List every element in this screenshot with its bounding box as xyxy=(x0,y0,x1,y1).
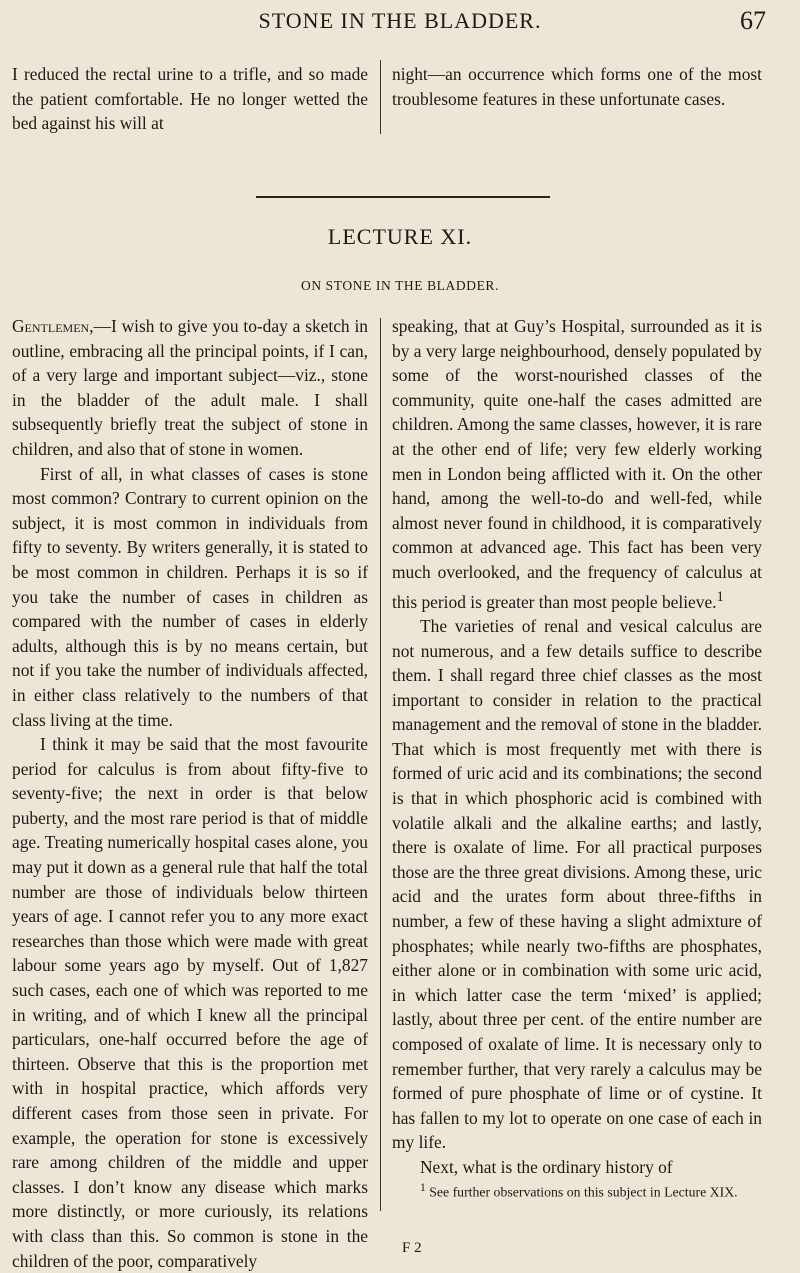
lecture-title: LECTURE XI. xyxy=(327,224,473,249)
running-head-title: STONE IN THE BLADDER. xyxy=(258,8,542,33)
paragraph-text: —I wish to give you to-day a sketch in outline, embracing all the principal points, if I can, of a very large and important subject—viz., stone in the bladder of the adult male. I shall subsequently briefly treat the subject of stone in children, and also that of stone in women. xyxy=(12,316,368,459)
signature-mark: F 2 xyxy=(402,1240,422,1256)
paragraph xyxy=(12,314,368,462)
section-divider xyxy=(256,196,550,198)
column-divider xyxy=(380,318,381,1211)
page-number: 67 xyxy=(740,6,766,35)
paragraph xyxy=(392,314,762,614)
top-right-column xyxy=(392,62,762,111)
footnote-reference: 1 xyxy=(716,588,724,605)
paragraph: I think it may be said that the most favourite period for calculus is from about fifty-five to seventy-five; the next in order is that below puberty, and the most rare period is that of middle age. Treating numerically hospital cases alone, you may put it down as a general rule that half the total number are those of individuals below thirteen years of age. I cannot refer you to any more exact researches than those which were made with great labour some years ago by myself. Out of 1,827 such cases, each one of which was reported to me in writing, and of which I knew all the principal particulars, one-half occurred before the age of thirteen. Observe that this is the proportion met with in hospital practice, which affords very different cases from those seen in private. For example, the operation for stone is excessively rare among children of the middle and upper classes. I don’t know any disease which marks more distinctly, or more curiously, its relations with class than this. So common is stone in the children of the poor, comparatively xyxy=(12,734,368,1271)
salutation: Gentlemen, xyxy=(12,316,94,336)
footnote-text: See further observations on this subject in Lecture XIX. xyxy=(429,1184,738,1200)
top-right-text: night—an occurrence which forms one of the most troublesome features in these unfortunate cases. xyxy=(392,64,762,109)
top-left-text: I reduced the rectal urine to a trifle, and so made the patient comfortable. He no longer wetted the bed against his will at xyxy=(12,64,368,134)
right-column xyxy=(392,314,762,1200)
paragraph: Next, what is the ordinary history of xyxy=(420,1156,673,1177)
paragraph: The varieties of renal and vesical calculus are not numerous, and a few details suffice to describe them. I shall regard three chief classes as the most important to consider in relation to the practical management and the removal of stone in the bladder. That which is most frequently met with there is formed of uric acid and its combinations; the second is that in which phosphoric acid is combined with volatile alkali and the alkaline earths; and lastly, there is oxalate of lime. For all practical purposes those are the three great divisions. Among these, uric acid and the urates form about three-fifths in number, a few of these having a slight admixture of phosphates; while nearly two-fifths are phosphates, either alone or in combination with some uric acid, in which latter case the term ‘mixed’ is applied; lastly, about three per cent. of the entire number are composed of oxalate of lime. It is necessary only to remember further, that very rarely a calculus may be formed of pure phosphate of lime or of cystine. It has fallen to my lot to operate on one case of each in my life. xyxy=(392,615,762,1153)
top-left-column xyxy=(12,62,368,136)
lecture-subtitle: ON STONE IN THE BLADDER. xyxy=(300,278,500,293)
left-column xyxy=(12,314,368,1273)
footnote xyxy=(392,1180,762,1201)
running-head xyxy=(0,4,800,44)
paragraph-text: speaking, that at Guy’s Hospital, surrounded as it is by a very large neighbourhood, densely populated by some of the worst-nourished classes of the community, quite one-half the cases admitted are children. Among the same classes, however, it is rare at the other end of life; very few elderly working men in London being afflicted with it. On the other hand, among the well-to-do and well-fed, while almost never found in childhood, it is comparatively common at advanced age. This fact has been very much overlooked, and the frequency of calculus at this period is greater than most people believe. xyxy=(392,316,762,612)
column-divider-top xyxy=(380,60,381,134)
paragraph: First of all, in what classes of cases is stone most common? Contrary to current opinion on the subject, it is most common in individuals from fifty to seventy. By writers generally, it is stated to be most common in children. Perhaps it is so if you take the number of cases in children as compared with the number of cases in elderly adults, although this is by no means certain, but not if you take the number of individuals affected, in either class relatively to the numbers of that class living at the time. xyxy=(12,463,368,730)
footnote-mark: 1 xyxy=(420,1181,426,1194)
